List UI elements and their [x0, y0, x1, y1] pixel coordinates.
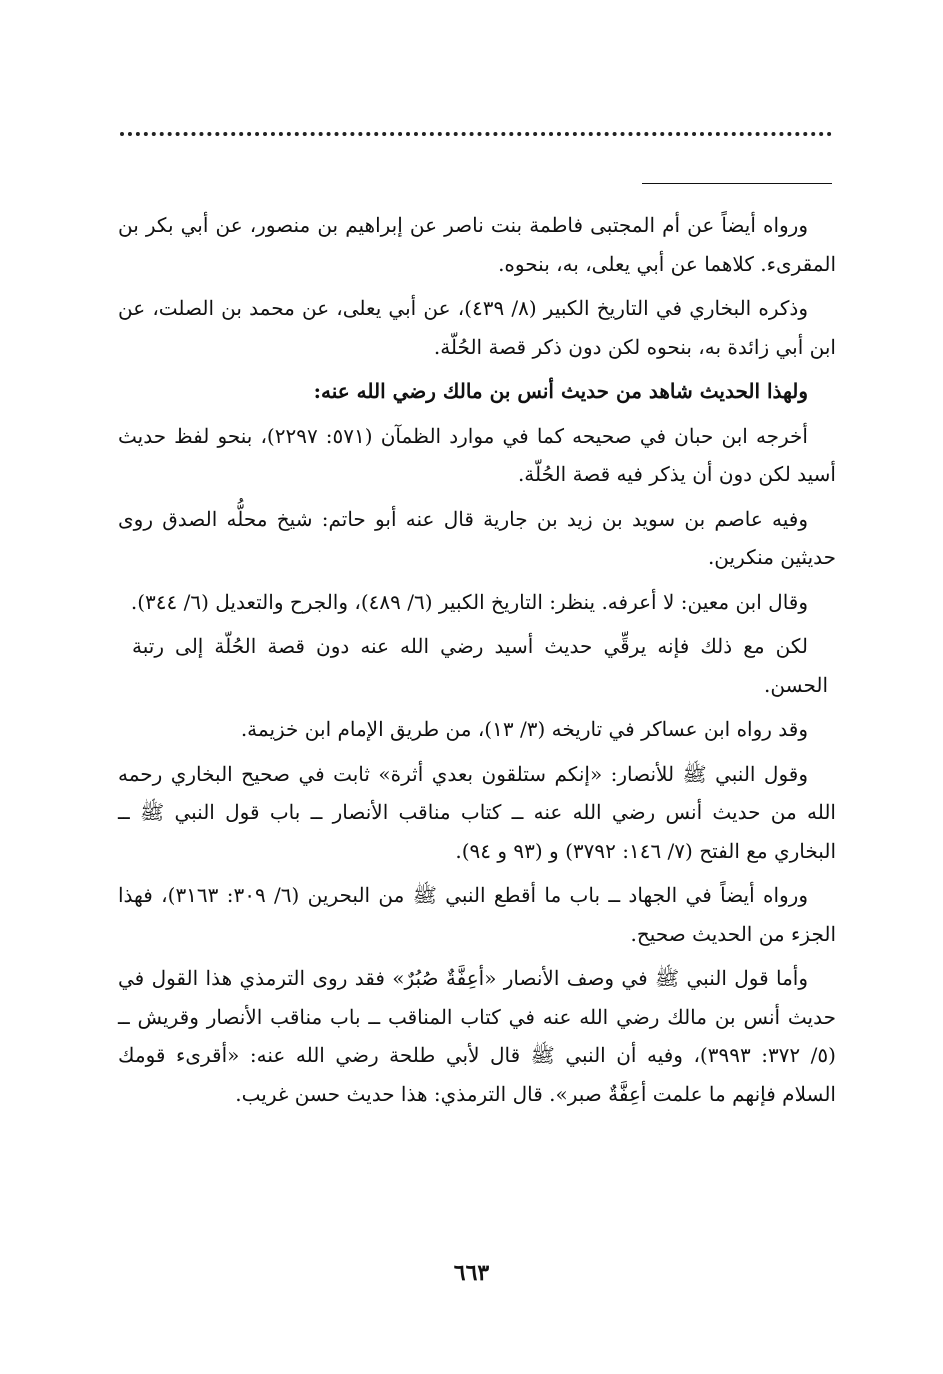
page-number: ٦٦٣ — [453, 1260, 490, 1286]
paragraph-6: وقال ابن معين: لا أعرفه. ينظر: التاريخ الكبير (٦/ ٤٨٩)، والجرح والتعديل (٦/ ٣٤٤). — [130, 589, 808, 614]
paragraph-1: ورواه أيضاً عن أم المجتبى فاطمة بنت ناصر عن إبراهيم بن منصور، عن أبي بكر بن المقرىء. كلاهما عن أبي يعلى، به، بنحوه. — [118, 213, 836, 276]
paragraph-10: ورواه أيضاً في الجهاد ــ باب ما أقطع النبي ﷺ من البحرين (٦/ ٣٠٩: ٣١٦٣)، فهذا الجزء من الحديث صحيح. — [118, 883, 836, 946]
dotted-separator — [120, 132, 832, 136]
paragraph-4: أخرجه ابن حبان في صحيحه كما في موارد الظمآن (٥٧١: ٢٢٩٧)، بنحو لفظ حديث أسيد لكن دون أن يذكر فيه قصة الحُلّة. — [118, 423, 836, 486]
paragraph-3-heading: ولهذا الحديث شاهد من حديث أنس بن مالك رضي الله عنه: — [313, 379, 808, 403]
paragraph-2: وذكره البخاري في التاريخ الكبير (٨/ ٤٣٩)، عن أبي يعلى، عن محمد بن الصلت، عن ابن أبي زائدة به، بنحوه لكن دون ذكر قصة الحُلّة. — [118, 296, 836, 359]
paragraph-8: وقد رواه ابن عساكر في تاريخه (٣/ ١٣)، من طريق الإمام ابن خزيمة. — [240, 717, 808, 741]
paragraph-7: لكن مع ذلك فإنه يرقِّي حديث أسيد رضي الله عنه دون قصة الحُلّة إلى رتبة الحسن. — [132, 634, 828, 697]
paragraph-9: وقول النبي ﷺ للأنصار: «إنكم ستلقون بعدي أثرة» ثابت في صحيح البخاري رحمه الله من حديث أنس رضي الله عنه ــ كتاب مناقب الأنصار ــ باب قول النبي ﷺ ــ البخاري مع الفتح (٧/ ١٤٦: ٣٧٩٢) و (٩٣ و ٩٤). — [118, 761, 836, 863]
paragraph-5: وفيه عاصم بن سويد بن زيد بن جارية قال عنه أبو حاتم: شيخ محلُّه الصدق روى حديثين منكرين. — [118, 506, 836, 569]
footnote-rule — [642, 183, 832, 184]
paragraph-11: وأما قول النبي ﷺ في وصف الأنصار «أعِفَّةٌ صُبُرٌ» فقد روى الترمذي هذا القول في حديث أنس بن مالك رضي الله عنه في كتاب المناقب ــ باب مناقب الأنصار وقريش ــ (٥/ ٣٧٢: ٣٩٩٣)، وفيه أن النبي ﷺ قال لأبي طلحة رضي الله عنه: «أقرىء قومك السلام فإنهم ما علمت أعِفَّةٌ صبر». قال الترمذي: هذا حديث حسن غريب. — [118, 966, 836, 1106]
footnote-text-block — [118, 206, 836, 1119]
